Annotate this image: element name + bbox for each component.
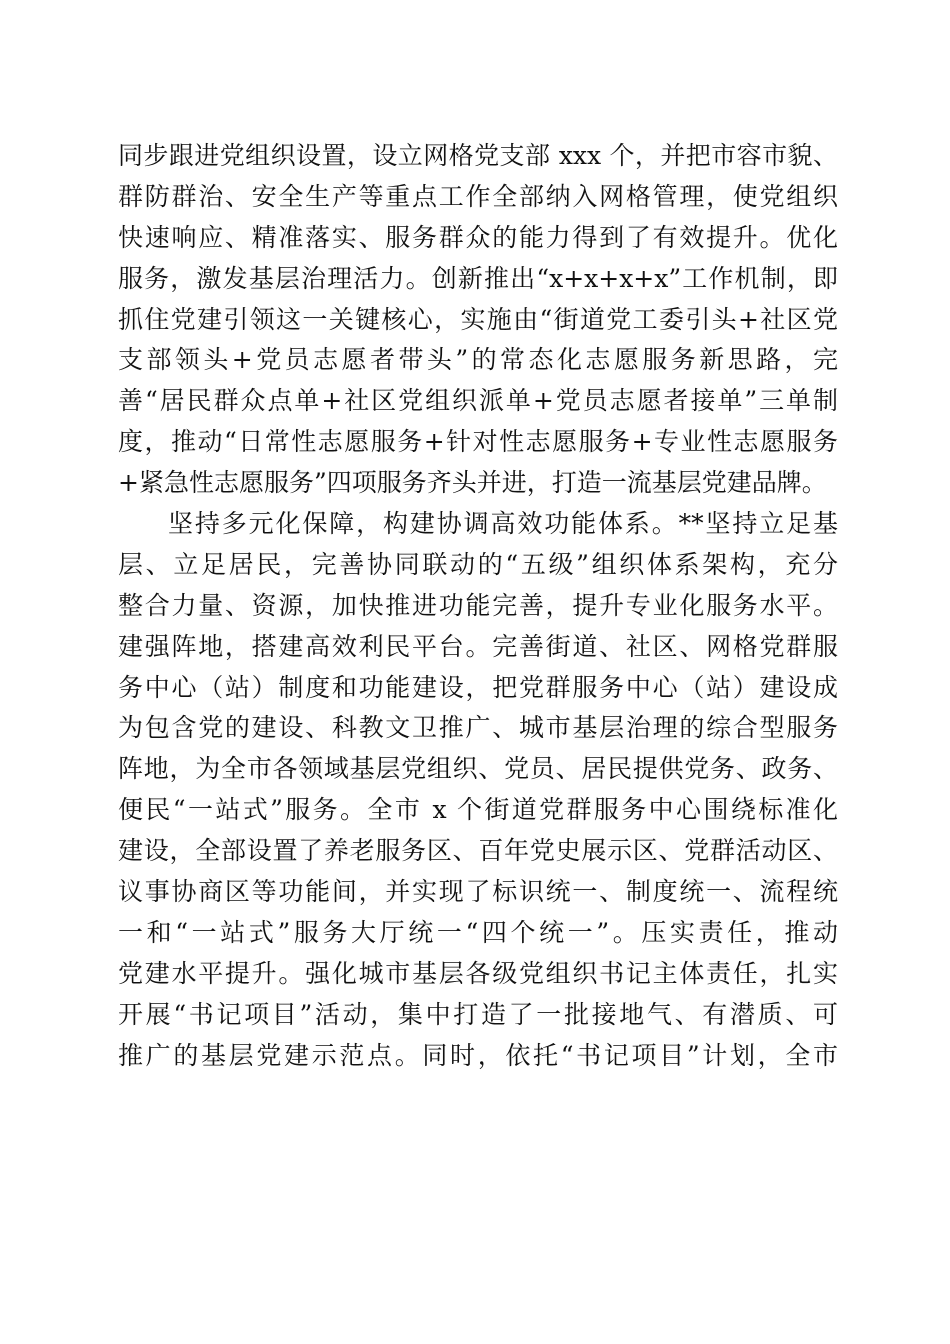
paragraph-line: 层、立足居民，完善协同联动的“五级”组织体系架构，充分 bbox=[118, 549, 838, 579]
paragraph-line: 阵地，为全市各领域基层党组织、党员、居民提供党务、政务、 bbox=[118, 754, 838, 784]
paragraph-1 bbox=[118, 136, 838, 504]
paragraph-line: 同步跟进党组织设置，设立网格党支部 xxx 个，并把市容市貌、 bbox=[118, 141, 838, 170]
paragraph-line: 为包含党的建设、科教文卫推广、城市基层治理的综合型服务 bbox=[118, 713, 838, 743]
paragraph-line: 支部领头+党员志愿者带头”的常态化志愿服务新思路，完 bbox=[118, 345, 838, 375]
paragraph-line: 推广的基层党建示范点。同时，依托“书记项目”计划，全市 bbox=[118, 1040, 838, 1070]
paragraph-line: 便民“一站式”服务。全市 x 个街道党群服务中心围绕标准化 bbox=[118, 795, 838, 825]
paragraph-line: 善“居民群众点单+社区党组织派单+党员志愿者接单”三单制 bbox=[118, 386, 838, 416]
paragraph-line: 服务，激发基层治理活力。创新推出“x+x+x+x”工作机制，即 bbox=[118, 263, 838, 293]
paragraph-line: 坚持多元化保障，构建协调高效功能体系。**坚持立足基 bbox=[168, 509, 838, 539]
paragraph-line: 建强阵地，搭建高效利民平台。完善街道、社区、网格党群服 bbox=[118, 631, 838, 661]
paragraph-line: 务中心（站）制度和功能建设，把党群服务中心（站）建设成 bbox=[118, 672, 838, 702]
paragraph-line: 党建水平提升。强化城市基层各级党组织书记主体责任，扎实 bbox=[118, 958, 838, 988]
paragraph-line: 快速响应、精准落实、服务群众的能力得到了有效提升。优化 bbox=[118, 222, 838, 252]
paragraph-line: 群防群治、安全生产等重点工作全部纳入网格管理，使党组织 bbox=[118, 181, 838, 211]
paragraph-line: 一和“一站式”服务大厅统一“四个统一”。压实责任，推动 bbox=[118, 917, 838, 947]
paragraph-line: +紧急性志愿服务”四项服务齐头并进，打造一流基层党建品牌。 bbox=[118, 468, 827, 498]
paragraph-line: 议事协商区等功能间，并实现了标识统一、制度统一、流程统 bbox=[118, 877, 838, 907]
paragraph-line: 度，推动“日常性志愿服务+针对性志愿服务+专业性志愿服务 bbox=[118, 427, 838, 457]
paragraph-line: 整合力量、资源，加快推进功能完善，提升专业化服务水平。 bbox=[118, 590, 838, 620]
document-body bbox=[118, 136, 838, 1076]
paragraph-2 bbox=[118, 504, 838, 1076]
paragraph-line: 抓住党建引领这一关键核心，实施由“街道党工委引头+社区党 bbox=[118, 304, 838, 334]
paragraph-line: 建设，全部设置了养老服务区、百年党史展示区、党群活动区、 bbox=[118, 836, 838, 866]
paragraph-line: 开展“书记项目”活动，集中打造了一批接地气、有潜质、可 bbox=[118, 999, 838, 1029]
